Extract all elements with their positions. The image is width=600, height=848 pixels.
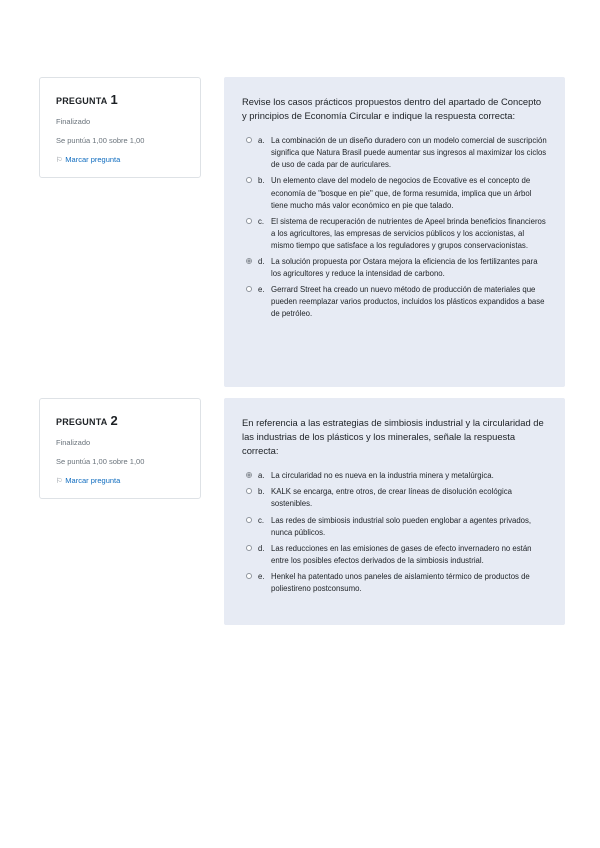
question-text: Revise los casos prácticos propuestos dentro del apartado de Concepto y principios de Economía Circular e indique la respuesta correcta: xyxy=(242,96,542,122)
answer-letter: a. xyxy=(258,471,265,481)
answer-text: Henkel ha patentado unos paneles de aislamiento térmico de productos de poliestireno postconsumo. xyxy=(271,571,530,593)
answer-option-selected[interactable] xyxy=(242,470,547,482)
question-title xyxy=(56,92,184,107)
answer-list xyxy=(242,470,547,595)
answer-text: La combinación de un diseño duradero con un modelo comercial de suscripción significa que Natura Brasil puede aumentar sus ingresos al maximizar los ciclos de uso de cada par de auriculares. xyxy=(271,136,547,170)
answer-text: La circularidad no es nueva en la industria minera y metalúrgica. xyxy=(271,471,494,481)
answer-letter: b. xyxy=(258,487,265,497)
answer-text: Un elemento clave del modelo de negocios de Ecovative es el concepto de economía de "bosque en pie" que, de forma resumida, implica que un árbol tiene mucho más valor económico en pie que talado. xyxy=(271,176,532,210)
radio-button-checked[interactable] xyxy=(246,258,252,264)
question-info-panel xyxy=(39,398,201,499)
answer-letter: c. xyxy=(258,216,265,226)
question-content xyxy=(224,77,565,387)
question-label: PREGUNTA xyxy=(56,96,108,106)
question-text: En referencia a las estrategias de simbiosis industrial y la circularidad de las industrias de los plásticos y los minerales, señale la respuesta correcta: xyxy=(242,417,544,457)
question-label: PREGUNTA xyxy=(56,417,108,427)
radio-button[interactable] xyxy=(246,137,252,143)
question-number: 2 xyxy=(110,413,118,428)
answer-text: El sistema de recuperación de nutrientes de Apeel brinda beneficios financieros a los agricultores, las empresas de servicios públicos y los accionistas, al mismo tiempo que satisface a los reguladores y grupos conservacionistas. xyxy=(271,216,546,250)
answer-option[interactable] xyxy=(242,216,547,252)
flag-icon: ⚐ xyxy=(56,156,63,164)
flag-question-label: Marcar pregunta xyxy=(65,155,121,164)
radio-button[interactable] xyxy=(246,286,252,292)
question-title xyxy=(56,413,184,428)
answer-letter: b. xyxy=(258,176,265,186)
question-content xyxy=(224,398,565,625)
radio-button-checked[interactable] xyxy=(246,472,252,478)
answer-option[interactable] xyxy=(242,571,547,595)
radio-button[interactable] xyxy=(246,545,252,551)
answer-option[interactable] xyxy=(242,486,547,510)
answer-option-selected[interactable] xyxy=(242,256,547,280)
radio-button[interactable] xyxy=(246,218,252,224)
flag-question-label: Marcar pregunta xyxy=(65,476,121,485)
radio-button[interactable] xyxy=(246,177,252,183)
answer-text: Gerrard Street ha creado un nuevo método de producción de materiales que pueden reemplazar varios productos, incluidos los plásticos expandidos a base de petróleo. xyxy=(271,285,545,319)
flag-icon: ⚐ xyxy=(56,477,63,485)
question-status: Finalizado xyxy=(56,438,91,447)
radio-button[interactable] xyxy=(246,517,252,523)
answer-letter: a. xyxy=(258,136,265,146)
flag-question-link[interactable] xyxy=(56,476,184,485)
answer-letter: e. xyxy=(258,571,265,581)
question-score: Se puntúa 1,00 sobre 1,00 xyxy=(56,136,145,145)
answer-text: KALK se encarga, entre otros, de crear líneas de disolución ecológica sostenibles. xyxy=(271,487,512,509)
answer-text: La solución propuesta por Ostara mejora la eficiencia de los fertilizantes para los agricultores y reduce la intensidad de carbono. xyxy=(271,256,538,278)
flag-question-link[interactable] xyxy=(56,155,184,164)
question-info-panel xyxy=(39,77,201,178)
radio-button[interactable] xyxy=(246,573,252,579)
answer-list xyxy=(242,135,547,320)
answer-letter: e. xyxy=(258,285,265,295)
radio-button[interactable] xyxy=(246,488,252,494)
answer-option[interactable] xyxy=(242,284,547,320)
answer-text: Las redes de simbiosis industrial solo pueden englobar a agentes privados, nunca públicos. xyxy=(271,515,532,537)
answer-letter: d. xyxy=(258,543,265,553)
answer-option[interactable] xyxy=(242,543,547,567)
answer-option[interactable] xyxy=(242,175,547,211)
question-number: 1 xyxy=(110,92,118,107)
answer-option[interactable] xyxy=(242,135,547,171)
answer-option[interactable] xyxy=(242,515,547,539)
answer-letter: d. xyxy=(258,256,265,266)
question-score: Se puntúa 1,00 sobre 1,00 xyxy=(56,457,145,466)
question-status: Finalizado xyxy=(56,117,91,126)
answer-text: Las reducciones en las emisiones de gases de efecto invernadero no están entre los posibles efectos derivados de la simbiosis industrial. xyxy=(271,543,532,565)
answer-letter: c. xyxy=(258,515,265,525)
